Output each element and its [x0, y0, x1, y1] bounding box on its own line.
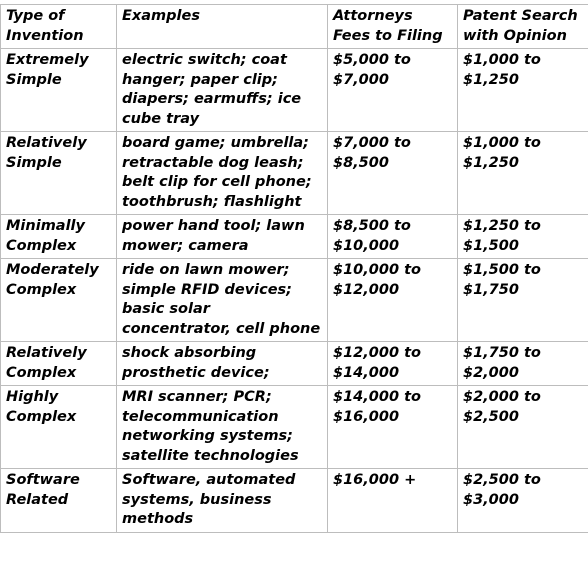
header-patent-search: Patent Search with Opinion — [458, 5, 588, 49]
cell-examples: ride on lawn mower; simple RFID devices; basic solar concentrator, cell phone — [117, 259, 328, 342]
table-row — [1, 215, 588, 259]
cell-examples: shock absorbing prosthetic device; — [117, 342, 328, 386]
cell-attorney-fees: $10,000 to $12,000 — [328, 259, 458, 342]
cell-examples: electric switch; coat hanger; paper clip; diapers; earmuffs; ice cube tray — [117, 49, 328, 132]
cell-invention-type: Relatively Simple — [1, 132, 117, 215]
table-header-row — [1, 5, 588, 49]
cell-attorney-fees: $7,000 to $8,500 — [328, 132, 458, 215]
cell-patent-search: $1,750 to $2,000 — [458, 342, 588, 386]
cell-attorney-fees: $14,000 to $16,000 — [328, 386, 458, 469]
cell-patent-search: $1,000 to $1,250 — [458, 49, 588, 132]
cell-patent-search: $1,250 to $1,500 — [458, 215, 588, 259]
table-row — [1, 469, 588, 533]
cell-attorney-fees: $8,500 to $10,000 — [328, 215, 458, 259]
cell-patent-search: $2,500 to $3,000 — [458, 469, 588, 533]
header-examples: Examples — [117, 5, 328, 49]
patent-fees-table — [0, 4, 588, 533]
cell-examples: board game; umbrella; retractable dog leash; belt clip for cell phone; toothbrush; flashlight — [117, 132, 328, 215]
table-row — [1, 342, 588, 386]
cell-invention-type: Moderately Complex — [1, 259, 117, 342]
cell-invention-type: Minimally Complex — [1, 215, 117, 259]
cell-examples: power hand tool; lawn mower; camera — [117, 215, 328, 259]
cell-examples: Software, automated systems, business methods — [117, 469, 328, 533]
header-type-of-invention: Type of Invention — [1, 5, 117, 49]
cell-invention-type: Relatively Complex — [1, 342, 117, 386]
cell-patent-search: $1,500 to $1,750 — [458, 259, 588, 342]
table-row — [1, 49, 588, 132]
table-row — [1, 132, 588, 215]
cell-examples: MRI scanner; PCR; telecommunication networking systems; satellite technologies — [117, 386, 328, 469]
table-row — [1, 259, 588, 342]
table-row — [1, 386, 588, 469]
header-attorneys-fees: Attorneys Fees to Filing — [328, 5, 458, 49]
cell-patent-search: $2,000 to $2,500 — [458, 386, 588, 469]
cell-attorney-fees: $12,000 to $14,000 — [328, 342, 458, 386]
cell-attorney-fees: $16,000 + — [328, 469, 458, 533]
cell-patent-search: $1,000 to $1,250 — [458, 132, 588, 215]
cell-invention-type: Software Related — [1, 469, 117, 533]
cell-attorney-fees: $5,000 to $7,000 — [328, 49, 458, 132]
cell-invention-type: Highly Complex — [1, 386, 117, 469]
cell-invention-type: Extremely Simple — [1, 49, 117, 132]
